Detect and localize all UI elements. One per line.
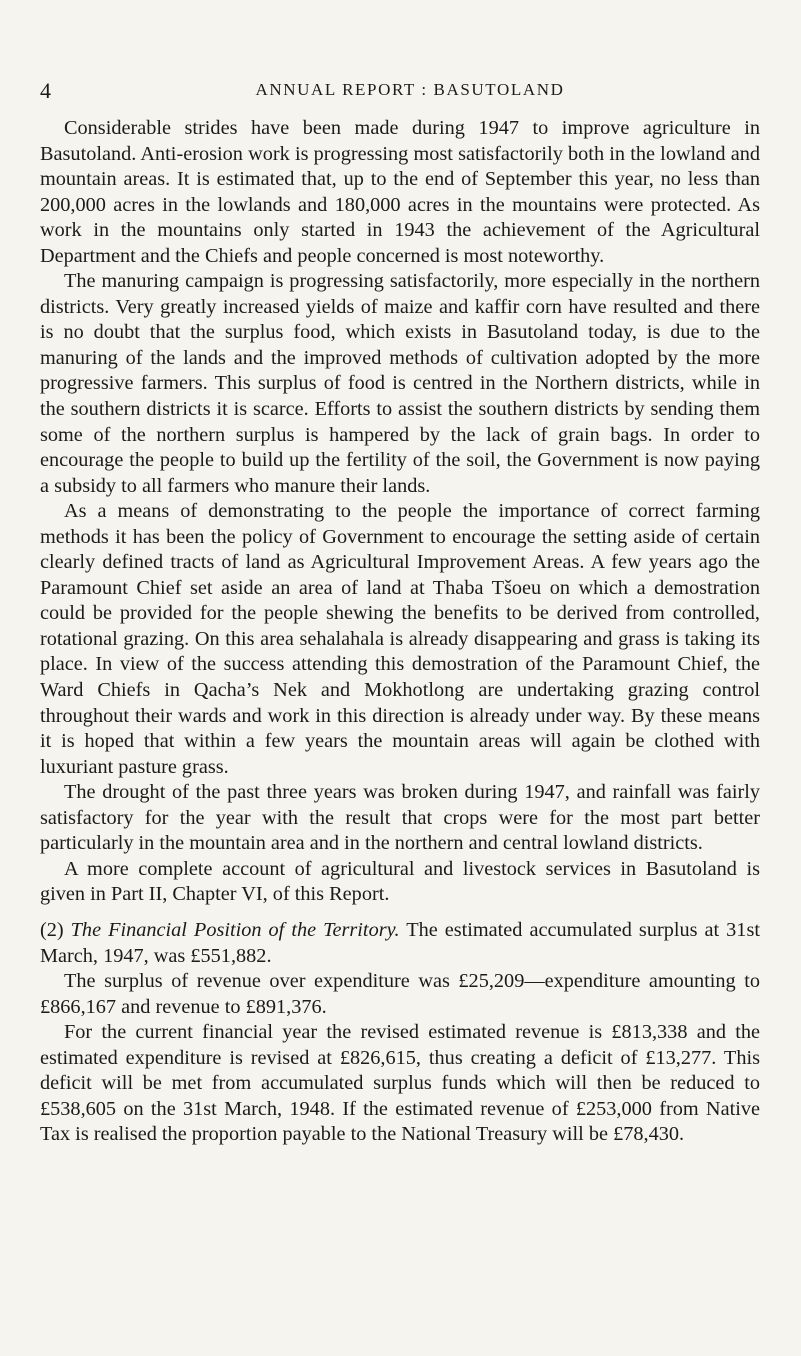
paragraph-surplus-revenue: The surplus of revenue over expenditure was £25,209—expenditure amounting to £866,167 and revenue to £891,376.: [40, 970, 760, 1018]
paragraph-current-financial-year: For the current financial year the revised estimated revenue is £813,338 and the estimated expenditure is revised at £826,615, thus creating a deficit of £13,277. This deficit will be met from accumulated surplus funds which will then be reduced to £538,605 on the 31st March, 1948. If the estimated revenue of £253,000 from Native Tax is realised the proportion payable to the National Treasury will be £78,430.: [40, 1021, 760, 1146]
section-title: The Financial Position of the Territory.: [70, 918, 400, 941]
section-financial-position: [40, 918, 760, 969]
section-number: (2): [40, 918, 64, 941]
page-header: [40, 78, 760, 108]
paragraph-drought: The drought of the past three years was broken during 1947, and rainfall was fairly satisfactory for the year with the result that crops were for the most part better particularly in the mountain area and in the northern and central lowland districts.: [40, 781, 760, 855]
paragraph-manuring-campaign: The manuring campaign is progressing satisfactorily, more especially in the northern districts. Very greatly increased yields of maize and kaffir corn have resulted and there is no doubt that the surplus food, which exists in Basutoland today, is due to the manuring of the lands and the improved methods of cultivation adopted by the more progressive farmers. This surplus of food is centred in the Northern districts, while in the southern districts it is scarce. Efforts to assist the southern districts by sending them some of the northern surplus is hampered by the lack of grain bags. In order to encourage the people to build up the fertility of the soil, the Government is now paying a subsidy to all farmers who manure their lands.: [40, 270, 760, 497]
body-text: [40, 116, 760, 1148]
running-head: ANNUAL REPORT : BASUTOLAND: [255, 80, 565, 99]
page-number: 4: [40, 78, 52, 103]
paragraph-demonstration-areas: As a means of demonstrating to the people the importance of correct farming methods it has been the policy of Government to encourage the setting aside of certain clearly defined tracts of land as Agricultural Improvement Areas. A few years ago the Paramount Chief set aside an area of land at Thaba Tšoeu on which a demostration could be provided for the people shewing the benefits to be derived from controlled, rotational grazing. On this area sehalahala is already disappearing and grass is taking its place. In view of the success attending this demostration of the Paramount Chief, the Ward Chiefs in Qacha’s Nek and Mokhotlong are undertaking grazing control throughout their wards and work in this direction is already under way. By these means it is hoped that within a few years the mountain areas will again be clothed with luxuriant pasture grass.: [40, 500, 760, 778]
section-intro-text: The estimated accumulated surplus at 31st March, 1947, was £551,882.: [40, 918, 760, 967]
paragraph-complete-account: A more complete account of agricultural and livestock services in Basutoland is given in Part II, Chapter VI, of this Report.: [40, 857, 760, 906]
paragraph-agriculture-strides: Considerable strides have been made during 1947 to improve agriculture in Basutoland. Anti-erosion work is progressing most satisfactorily both in the lowland and mountain areas. It is estimated that, up to the end of September this year, no less than 200,000 acres in the lowlands and 180,000 acres in the mountains were protected. As work in the mountains only started in 1943 the achievement of the Agricultural Department and the Chiefs and people concerned is most noteworthy.: [40, 117, 760, 267]
